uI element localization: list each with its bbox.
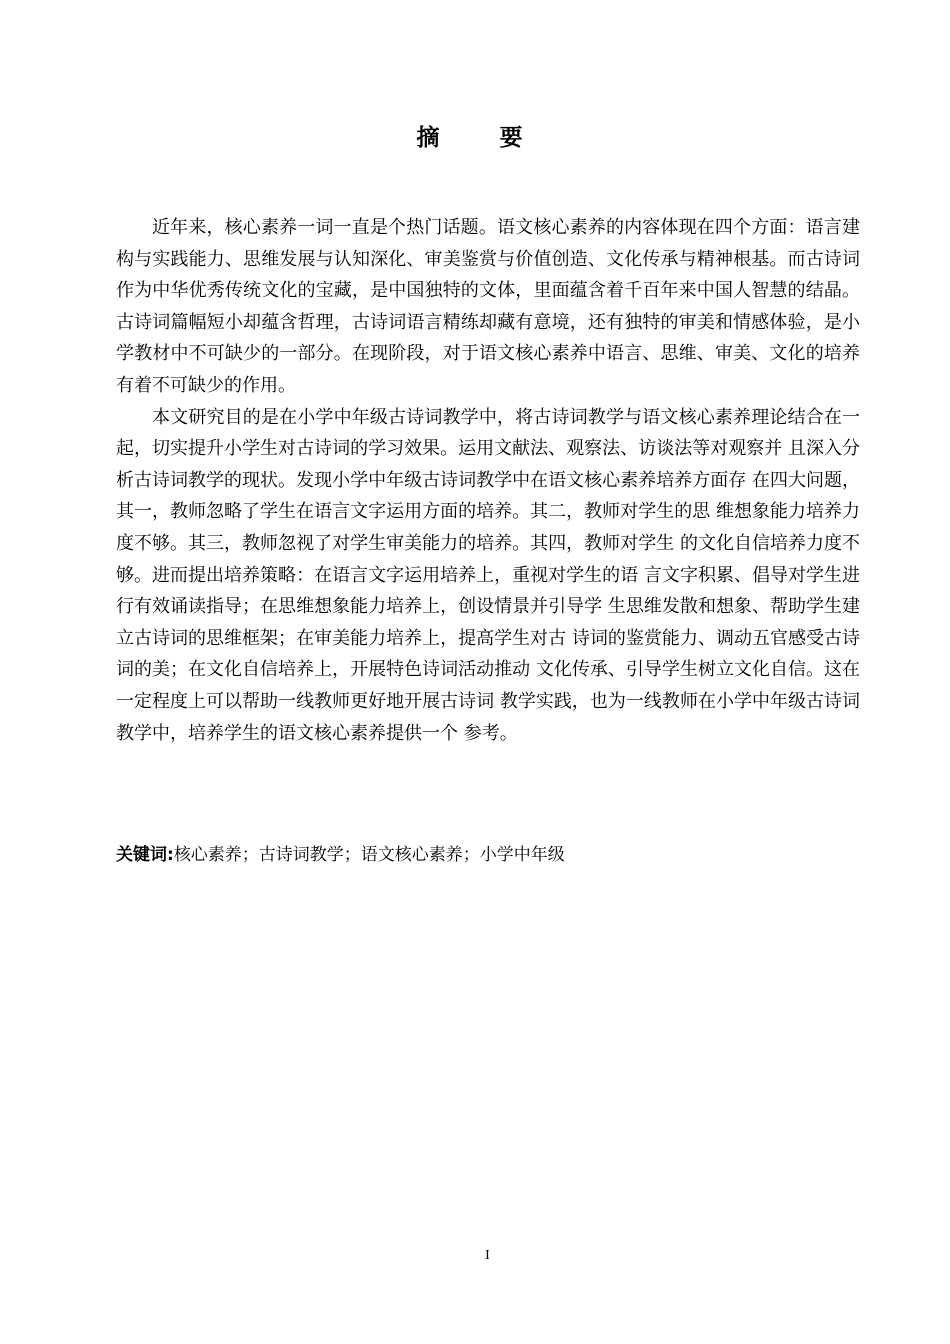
- page-number: I: [485, 1248, 490, 1263]
- keywords-line: [116, 840, 860, 870]
- keywords-label: 关键词:: [116, 845, 174, 865]
- abstract-paragraph-2: 本文研究目的是在小学中年级古诗词教学中，将古诗词教学与语文核心素养理论结合在一起，切实提升小学生对古诗词的学习效果。运用文献法、观察法、访谈法等对观察并 且深入分析古诗词教学的现状。发现小学中年级古诗词教学中在语文核心素养培养方面存 在四大问题，其一，教师忽略了学生在语言文字运用方面的培养。其二，教师对学生的思 维想象能力培养力度不够。其三，教师忽视了对学生审美能力的培养。其四，教师对学生 的文化自信培养力度不够。进而提出培养策略：在语言文字运用培养上，重视对学生的语 言文字积累、倡导对学生进行有效诵读指导；在思维想象能力培养上，创设情景并引导学 生思维发散和想象、帮助学生建立古诗词的思维框架；在审美能力培养上，提高学生对古 诗词的鉴赏能力、调动五官感受古诗词的美；在文化自信培养上，开展特色诗词活动推动 文化传承、引导学生树立文化自信。这在一定程度上可以帮助一线教师更好地开展古诗词 教学实践，也为一线教师在小学中年级古诗词教学中，培养学生的语文核心素养提供一个 参考。: [116, 406, 860, 744]
- keywords-text: 核心素养；古诗词教学；语文核心素养；小学中年级: [173, 845, 565, 865]
- abstract-paragraph-1: 近年来，核心素养一词一直是个热门话题。语文核心素养的内容体现在四个方面：语言建构与实践能力、思维发展与认知深化、审美鉴赏与价值创造、文化传承与精神根基。而古诗词作为中华优秀传统文化的宝藏，是中国独特的文体，里面蕴含着千百年来中国人智慧的结晶。古诗词篇幅短小却蕴含哲理，古诗词语言精练却藏有意境，还有独特的审美和情感体验，是小学教材中不可缺少的一部分。在现阶段，对于语文核心素养中语言、思维、审美、文化的培养有着不可缺少的作用。: [116, 217, 860, 396]
- abstract-title: 摘 要: [416, 125, 549, 151]
- abstract-body: [116, 212, 860, 749]
